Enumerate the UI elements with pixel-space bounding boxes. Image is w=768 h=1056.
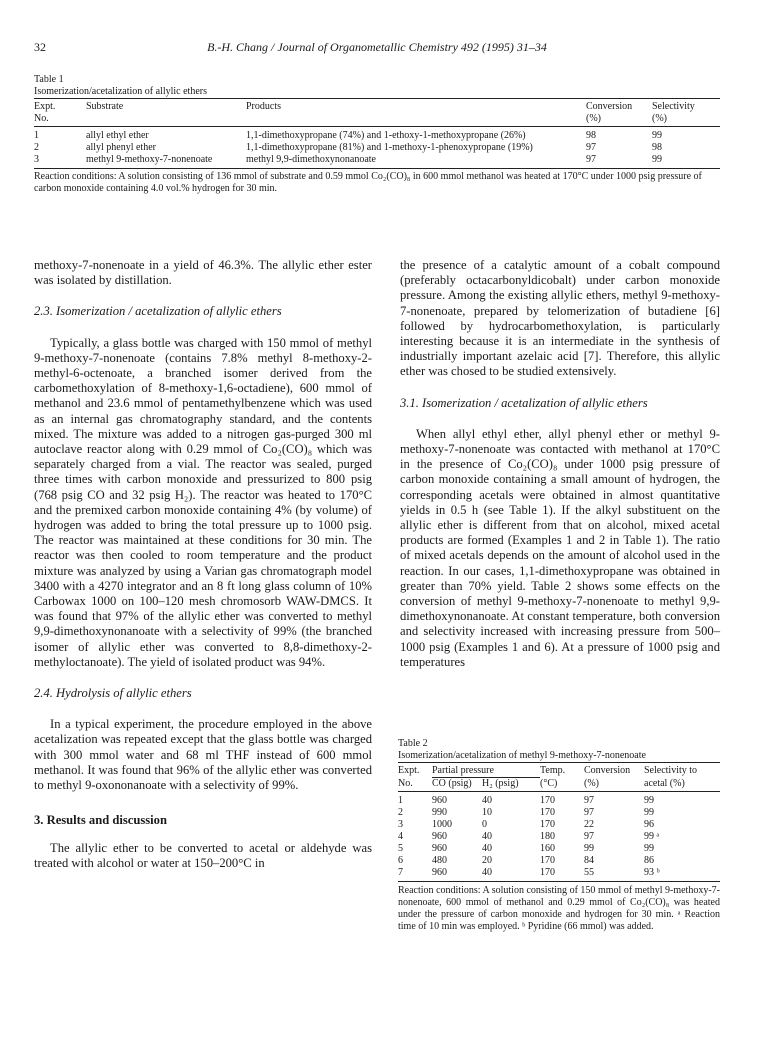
table-row xyxy=(34,154,720,169)
t1-header-expt: Expt. xyxy=(34,99,86,114)
t2-cell-selectivity: 99 xyxy=(644,807,654,818)
t1-header-selectivity: Selectivity xyxy=(652,99,720,114)
table-row xyxy=(398,792,720,808)
t2-cell-co: 960 xyxy=(432,795,447,806)
t2-cell-co: 480 xyxy=(432,855,447,866)
section-heading-2-4: 2.4. Hydrolysis of allylic ethers xyxy=(34,686,192,701)
t1-header-conversion-unit: (%) xyxy=(586,113,652,127)
t1-cell-products: methyl 9,9-dimethoxynonanoate xyxy=(246,154,586,169)
t2-cell-temp: 170 xyxy=(540,807,555,818)
t2-cell-selectivity: 96 xyxy=(644,819,654,830)
t2-cell-selectivity: 99 xyxy=(644,843,654,854)
table-1-footnote: Reaction conditions: A solution consisting of 136 mmol of substrate and 0.59 mmol Co₂(CO)₈ in 600 mmol methanol was heated at 170°C under 1000 psig pressure of carbon monoxide containing 4.0 vol.% hydrogen for 30 min. xyxy=(34,171,702,194)
table-2-title: Isomerization/acetalization of methyl 9-methoxy-7-nonenoate xyxy=(398,750,646,761)
t2-cell-no: 7 xyxy=(398,867,432,882)
t2-cell-no: 4 xyxy=(398,831,403,842)
t2-cell-h2: 20 xyxy=(482,855,492,866)
t2-cell-selectivity: 99 ᵃ xyxy=(644,831,660,842)
t2-header-conversion: Conversion xyxy=(584,763,644,778)
section-heading-2-3: 2.3. Isomerization / acetalization of allylic ethers xyxy=(34,304,282,319)
t2-cell-co: 1000 xyxy=(432,819,452,830)
t2-header-partial-pressure: Partial pressure xyxy=(432,763,540,778)
t1-cell-no: 3 xyxy=(34,154,86,169)
t2-cell-co: 960 xyxy=(432,867,482,882)
t2-cell-h2: 0 xyxy=(482,819,487,830)
t1-cell-conversion: 97 xyxy=(586,154,652,169)
t2-cell-temp: 170 xyxy=(540,855,555,866)
table-row xyxy=(398,843,720,855)
t2-header-temp: Temp. xyxy=(540,763,584,778)
t2-cell-no: 6 xyxy=(398,855,403,866)
t1-cell-selectivity: 99 xyxy=(652,154,720,169)
t2-header-co: CO (psig) xyxy=(432,778,482,792)
table-2 xyxy=(398,738,720,933)
t2-header-expt-no: No. xyxy=(398,778,432,792)
running-head: B.-H. Chang / Journal of Organometallic Chemistry 492 (1995) 31–34 xyxy=(207,40,547,54)
t2-header-conversion-unit: (%) xyxy=(584,778,644,792)
t1-cell-no: 1 xyxy=(34,130,39,141)
page-number: 32 xyxy=(34,40,46,54)
paragraph: the presence of a catalytic amount of a cobalt compound (preferably octacarbonyldicobalt) under carbon monoxide pressure. Among the existing allylic ethers, methyl 9-methoxy-7-nonenoate, prepared by telomerization of butadiene [6] followed by hydrocarbomethoxylation, is particularly interesting because it is an intermediate in the synthesis of industrially important azelaic acid [7]. Therefore, this allylic ether was chosed to be studied extensively. xyxy=(400,258,720,379)
right-column xyxy=(400,258,720,670)
t1-header-selectivity-unit: (%) xyxy=(652,113,720,127)
left-column xyxy=(34,258,372,871)
t2-header-temp-unit: (°C) xyxy=(540,778,584,792)
t2-cell-conversion: 97 xyxy=(584,831,594,842)
t2-cell-no: 2 xyxy=(398,807,403,818)
table-1-grid xyxy=(34,98,720,169)
t1-cell-substrate: allyl phenyl ether xyxy=(86,142,156,153)
t2-cell-conversion: 22 xyxy=(584,819,594,830)
t2-header-h2: H₂ (psig) xyxy=(482,778,540,792)
t2-header-selectivity: Selectivity to xyxy=(644,763,720,778)
paragraph: When allyl ethyl ether, allyl phenyl ether or methyl 9-methoxy-7-nonenoate was contacted with methanol at 170°C in the presence of Co₂(CO)₈ under 1000 psig pressure of carbon monoxide containing a small amount of hydrogen, the corresponding acetals were obtained in almost quantitative yields in 0.5 h (see Table 1). If the alkyl substituent on the allylic ether is different from that on alcohol, mixed acetal products are formed (Examples 1 and 2 in Table 1). The ratio of mixed acetals depends on the amount of alcohol used in the reaction. In our cases, 1,1-dimethoxypropane was obtained in greater than 70% yield. Table 2 shows some effects on the conversion of methyl 9-methoxy-7-nonenoate to methyl 9,9-dimethoxynonanoate. At constant temperature, both conversion and selectivity increased with increasing pressure from 500–1000 psig (Examples 1 and 6). At a pressure of 1000 psig and temperatures xyxy=(400,426,720,669)
t1-cell-products: 1,1-dimethoxypropane (81%) and 1-methoxy-1-phenoxypropane (19%) xyxy=(246,142,533,153)
t1-cell-conversion: 98 xyxy=(586,130,596,141)
t2-header-selectivity-unit: acetal (%) xyxy=(644,778,720,792)
t2-cell-h2: 40 xyxy=(482,867,540,882)
t2-cell-conversion: 99 xyxy=(584,843,594,854)
t2-cell-temp: 170 xyxy=(540,867,584,882)
t2-cell-co: 990 xyxy=(432,807,447,818)
table-2-footnote: Reaction conditions: A solution consisting of 150 mmol of methyl 9-methoxy-7-nonenoate, 600 mmol of methanol and 0.29 mmol of Co₂(CO)₈ was heated under the pressure of carbon monoxide and hydrogen for 30 min. ᵃ Reaction time of 10 min was employed. ᵇ Pyridine (66 mmol) was added. xyxy=(398,885,720,932)
table-row xyxy=(398,807,720,819)
t1-header-expt-no: No. xyxy=(34,113,86,127)
paragraph: Typically, a glass bottle was charged with 150 mmol of methyl 9-methoxy-7-nonenoate (contains 7.8% methyl 8-methoxy-2-methyl-6-octenoate, a branched isomer derived from the carbomethoxylation of 8-methoxy-1,6-octadiene), 600 mmol of methanol and 23.6 mmol of pentamethylbenzene which was used as an internal gas chromatography standard, and the contents mixed. The mixture was added to a nitrogen gas-purged 300 ml autoclave reactor along with 0.29 mmol of Co₂(CO)₈ which was separately charged from a vial. The reactor was sealed, purged three times with carbon monoxide and pressurized to 800 psig (768 psig CO and 32 psig H₂). The reactor was heated to 170°C and the premixed carbon monoxide containing 4% (by volume) of hydrogen was added to bring the total pressure up to 1000 psig. The reactor was maintained at these conditions for 30 min. The reactor was then cooled to room temperature and the product mixture was analyzed by using a Varian gas chromatograph model 3400 with a 4270 integrator and an 8 ft long glass column of 10% Carbowax 1000 on 100–120 mesh chromosorb WAW-DMCS. It was found that 97% of the allylic ether was converted to methyl 9,9-dimethoxynonanoate with a selectivity of 99% (the branched isomer of allylic ether was converted to 8,8-dimethoxy-2-methyloctanoate). The yield of isolated product was 94%. xyxy=(34,335,372,669)
t2-cell-h2: 40 xyxy=(482,795,492,806)
section-heading-3: 3. Results and discussion xyxy=(34,813,167,828)
t2-cell-selectivity: 93 ᵇ xyxy=(644,867,720,882)
t1-cell-substrate: allyl ethyl ether xyxy=(86,130,149,141)
t2-cell-co: 960 xyxy=(432,831,447,842)
table-1-title: Isomerization/acetalization of allylic ethers xyxy=(34,86,207,97)
t2-cell-temp: 160 xyxy=(540,843,555,854)
t2-cell-conversion: 55 xyxy=(584,867,644,882)
t1-header-blank xyxy=(86,113,246,127)
table-row xyxy=(398,819,720,831)
paragraph: methoxy-7-nonenoate in a yield of 46.3%. The allylic ether ester was isolated by distillation. xyxy=(34,258,372,288)
section-heading-3-1: 3.1. Isomerization / acetalization of allylic ethers xyxy=(400,395,648,410)
t2-cell-h2: 40 xyxy=(482,831,492,842)
t2-cell-conversion: 84 xyxy=(584,855,594,866)
t2-cell-selectivity: 99 xyxy=(644,795,654,806)
table-row xyxy=(34,127,720,143)
t2-cell-no: 3 xyxy=(398,819,403,830)
t2-cell-selectivity: 86 xyxy=(644,855,654,866)
table-1-label: Table 1 xyxy=(34,74,64,85)
t2-cell-no: 5 xyxy=(398,843,403,854)
t2-header-expt: Expt. xyxy=(398,763,432,778)
paragraph: The allylic ether to be converted to acetal or aldehyde was treated with alcohol or water at 150–200°C in xyxy=(34,840,372,870)
table-row xyxy=(398,855,720,867)
t2-cell-temp: 170 xyxy=(540,819,555,830)
t1-header-conversion: Conversion xyxy=(586,99,652,114)
t2-cell-h2: 40 xyxy=(482,843,492,854)
table-row xyxy=(398,831,720,843)
t1-header-blank xyxy=(246,113,586,127)
t2-cell-temp: 180 xyxy=(540,831,555,842)
t2-cell-conversion: 97 xyxy=(584,807,594,818)
t2-cell-h2: 10 xyxy=(482,807,492,818)
t1-header-substrate: Substrate xyxy=(86,99,246,114)
t1-cell-selectivity: 99 xyxy=(652,130,662,141)
t1-cell-no: 2 xyxy=(34,142,39,153)
t1-cell-products: 1,1-dimethoxypropane (74%) and 1-ethoxy-1-methoxypropane (26%) xyxy=(246,130,526,141)
t2-cell-co: 960 xyxy=(432,843,447,854)
t2-cell-no: 1 xyxy=(398,795,403,806)
t2-cell-temp: 170 xyxy=(540,795,555,806)
table-2-label: Table 2 xyxy=(398,738,428,749)
t1-cell-conversion: 97 xyxy=(586,142,596,153)
page-header xyxy=(34,40,720,58)
table-2-grid xyxy=(398,762,720,882)
table-row xyxy=(398,867,720,882)
paragraph: In a typical experiment, the procedure employed in the above acetalization was repeated except that the glass bottle was charged with 300 mmol water and 68 ml THF instead of 600 mmol methanol. It was found that 96% of the allylic ether was converted to methyl 9-oxononanoate with a selectivity of 99%. xyxy=(34,717,372,793)
t2-cell-conversion: 97 xyxy=(584,795,594,806)
table-1 xyxy=(34,74,720,195)
table-row xyxy=(34,142,720,154)
t1-cell-substrate: methyl 9-methoxy-7-nonenoate xyxy=(86,154,246,169)
t1-cell-selectivity: 98 xyxy=(652,142,662,153)
t1-header-products: Products xyxy=(246,99,586,114)
